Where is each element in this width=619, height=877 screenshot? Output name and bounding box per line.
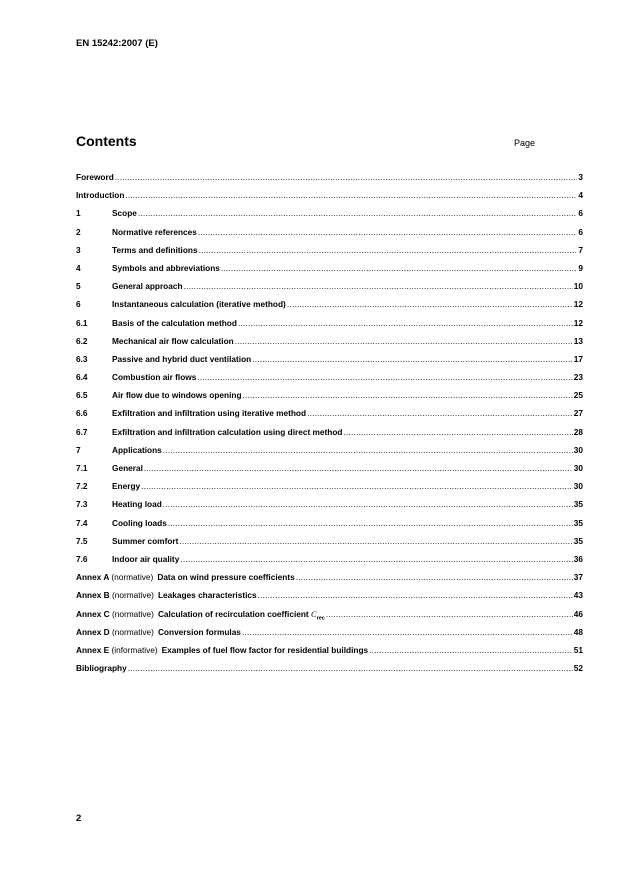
- toc-entry-title: Energy: [112, 481, 141, 492]
- bibliography-title: Bibliography: [76, 663, 127, 674]
- annex-symbol-subscript: rec: [316, 615, 325, 622]
- annex-type: (normative): [111, 608, 154, 619]
- toc-entry-number: 6.7: [76, 426, 88, 437]
- toc-entry-page: 30: [573, 463, 583, 473]
- dot-leader: [242, 627, 573, 637]
- toc-entry-page: 27: [573, 408, 583, 419]
- annex-title-text: Calculation of recirculation coefficient: [157, 608, 309, 619]
- toc-entry-title: Basis of the calculation method: [112, 317, 237, 328]
- toc-entry-number: 6.1: [76, 317, 88, 328]
- toc-entry-number: 6.2: [76, 335, 88, 346]
- dot-leader: [198, 227, 578, 237]
- toc-entry-number: 7.1: [76, 463, 88, 473]
- toc-entry-page: 25: [573, 390, 583, 401]
- toc-entry-title: Instantaneous calculation (iterative method): [112, 299, 286, 310]
- toc-entry-page: 35: [573, 517, 583, 528]
- toc-entry[interactable]: [76, 190, 583, 208]
- page-number: 2: [76, 813, 82, 824]
- dot-leader: [243, 390, 573, 400]
- toc-entry-page: 35: [573, 535, 583, 546]
- toc-entry-title: General approach: [112, 281, 183, 292]
- contents-title: Contents: [76, 133, 137, 149]
- toc-entry-number: 6.3: [76, 353, 88, 364]
- annex-title: [158, 609, 325, 622]
- annex-label: Annex D: [76, 626, 110, 637]
- toc-entry-page: 6: [578, 226, 583, 237]
- toc-entry-number: 7.6: [76, 553, 88, 564]
- toc-entry-number: 7.5: [76, 535, 88, 546]
- annex-title-text: Examples of fuel flow factor for residential buildings: [161, 644, 369, 655]
- dot-leader: [144, 463, 573, 473]
- toc-entry[interactable]: [76, 299, 583, 317]
- toc-entry-page: 12: [573, 299, 583, 310]
- annex-page: 48: [573, 626, 583, 637]
- toc-entry[interactable]: [76, 427, 583, 445]
- toc-annex-entry[interactable]: [76, 609, 583, 627]
- toc-entry-page: 10: [573, 281, 583, 292]
- dot-leader: [238, 318, 573, 328]
- annex-title-text: Leakages characteristics: [157, 590, 257, 601]
- toc-annex-entry[interactable]: [76, 627, 583, 645]
- annex-label: Annex E: [76, 644, 110, 655]
- toc-bibliography-entry[interactable]: [76, 663, 583, 681]
- toc-entry-title: Air flow due to windows opening: [112, 390, 242, 401]
- toc-entry[interactable]: [76, 463, 583, 481]
- toc-entry-page: 12: [573, 317, 583, 328]
- bibliography-page: 52: [573, 663, 583, 674]
- toc-entry-title: Combustion air flows: [112, 372, 197, 383]
- toc-entry-number: 4: [76, 262, 81, 273]
- toc-entry[interactable]: [76, 518, 583, 536]
- toc-entry-page: 6: [578, 208, 583, 219]
- dot-leader: [326, 609, 573, 619]
- dot-leader: [138, 208, 577, 218]
- toc-entry-number: 6.6: [76, 408, 88, 419]
- toc-entry-title: Introduction: [76, 190, 125, 201]
- dot-leader: [344, 427, 573, 437]
- dot-leader: [197, 372, 572, 382]
- dot-leader: [287, 299, 573, 309]
- toc-entry-title: Applications: [112, 444, 162, 455]
- annex-type: (normative): [111, 626, 154, 637]
- toc-entry-number: 3: [76, 244, 81, 255]
- toc-entry[interactable]: [76, 263, 583, 281]
- dot-leader: [163, 445, 573, 455]
- toc-annex-entry[interactable]: [76, 572, 583, 590]
- toc-entry[interactable]: [76, 208, 583, 226]
- dot-leader: [128, 663, 573, 673]
- dot-leader: [252, 354, 573, 364]
- toc-entry[interactable]: [76, 536, 583, 554]
- annex-designation: [76, 627, 154, 637]
- toc-entry[interactable]: [76, 336, 583, 354]
- annex-title: [162, 645, 369, 655]
- toc-entry-page: 3: [578, 172, 583, 182]
- dot-leader: [168, 518, 573, 528]
- toc-entry-page: 9: [578, 262, 583, 273]
- toc-entry-page: 30: [573, 481, 583, 492]
- annex-page: 46: [573, 608, 583, 619]
- toc-entry-number: 7: [76, 444, 81, 455]
- toc-entry[interactable]: [76, 354, 583, 372]
- dot-leader: [199, 245, 578, 255]
- table-of-contents: [76, 172, 583, 681]
- toc-entry-title: Scope: [112, 208, 137, 219]
- dot-leader: [179, 536, 572, 546]
- annex-title: [158, 627, 241, 637]
- annex-label: Annex C: [76, 608, 110, 619]
- annex-designation: [76, 609, 154, 619]
- dot-leader: [141, 481, 573, 491]
- toc-entry[interactable]: [76, 445, 583, 463]
- annex-type: (normative): [111, 590, 154, 601]
- annex-page: 43: [573, 590, 583, 601]
- toc-entry-page: 17: [573, 353, 583, 364]
- toc-entry-number: 7.2: [76, 481, 88, 492]
- annex-title: [157, 572, 294, 582]
- toc-entry-title: Passive and hybrid duct ventilation: [112, 353, 252, 364]
- annex-title-text: Data on wind pressure coefficients: [157, 572, 295, 583]
- toc-entry-title: Indoor air quality: [112, 553, 180, 564]
- toc-entry[interactable]: [76, 554, 583, 572]
- annex-page: 37: [573, 572, 583, 583]
- toc-entry[interactable]: [76, 245, 583, 263]
- dot-leader: [125, 190, 577, 200]
- annex-title: [158, 590, 257, 600]
- page-column-label: Page: [514, 138, 536, 148]
- document-header: EN 15242:2007 (E): [76, 38, 158, 49]
- dot-leader: [221, 263, 577, 273]
- toc-entry[interactable]: [76, 227, 583, 245]
- toc-entry[interactable]: [76, 372, 583, 390]
- toc-entry-page: 13: [573, 335, 583, 346]
- annex-designation: [76, 645, 158, 655]
- dot-leader: [184, 281, 573, 291]
- toc-entry-title: Terms and definitions: [112, 244, 198, 255]
- toc-annex-entry[interactable]: [76, 645, 583, 663]
- toc-entry-title: Exfiltration and infiltration calculation using direct method: [112, 426, 343, 437]
- toc-annex-entry[interactable]: [76, 590, 583, 608]
- toc-entry[interactable]: [76, 318, 583, 336]
- annex-designation: [76, 590, 154, 600]
- toc-entry-page: 4: [578, 190, 583, 201]
- toc-entry-page: 35: [573, 499, 583, 510]
- toc-entry-title: Foreword: [76, 172, 114, 182]
- annex-label: Annex B: [76, 590, 110, 601]
- dot-leader: [115, 172, 578, 182]
- dot-leader: [296, 572, 573, 582]
- dot-leader: [258, 590, 573, 600]
- toc-entry-page: 30: [573, 444, 583, 455]
- dot-leader: [163, 499, 573, 509]
- toc-entry-number: 1: [76, 208, 81, 219]
- toc-entry-number: 2: [76, 226, 81, 237]
- toc-entry-title: Summer comfort: [112, 535, 179, 546]
- annex-title-text: Conversion formulas: [157, 626, 241, 637]
- toc-entry[interactable]: [76, 408, 583, 426]
- annex-designation: [76, 572, 153, 582]
- toc-entry-number: 5: [76, 281, 81, 292]
- toc-entry-page: 36: [573, 553, 583, 564]
- dot-leader: [307, 408, 573, 418]
- toc-entry-title: Mechanical air flow calculation: [112, 335, 234, 346]
- toc-entry[interactable]: [76, 499, 583, 517]
- annex-symbol: C: [311, 609, 317, 619]
- toc-entry-number: 6.4: [76, 372, 88, 383]
- toc-entry-title: Exfiltration and infiltration using iterative method: [112, 408, 307, 419]
- annex-page: 51: [573, 644, 583, 655]
- toc-entry-title: Cooling loads: [112, 517, 167, 528]
- toc-entry-title: Normative references: [112, 226, 197, 237]
- toc-entry-title: General: [112, 463, 143, 473]
- toc-entry-page: 23: [573, 372, 583, 383]
- annex-type: (informative): [111, 644, 158, 655]
- toc-entry-title: Symbols and abbreviations: [112, 262, 220, 273]
- toc-entry-number: 6: [76, 299, 81, 310]
- toc-entry-title: Heating load: [112, 499, 162, 510]
- dot-leader: [235, 336, 573, 346]
- toc-entry[interactable]: [76, 281, 583, 299]
- toc-entry-number: 7.3: [76, 499, 88, 510]
- toc-entry[interactable]: [76, 481, 583, 499]
- toc-entry-page: 7: [578, 244, 583, 255]
- dot-leader: [369, 645, 573, 655]
- toc-entry-number: 6.5: [76, 390, 88, 401]
- toc-entry-page: 28: [573, 426, 583, 437]
- toc-entry[interactable]: [76, 390, 583, 408]
- dot-leader: [180, 554, 572, 564]
- annex-label: Annex A: [76, 572, 110, 583]
- annex-type: (normative): [111, 572, 154, 583]
- toc-entry[interactable]: [76, 172, 583, 190]
- toc-entry-number: 7.4: [76, 517, 88, 528]
